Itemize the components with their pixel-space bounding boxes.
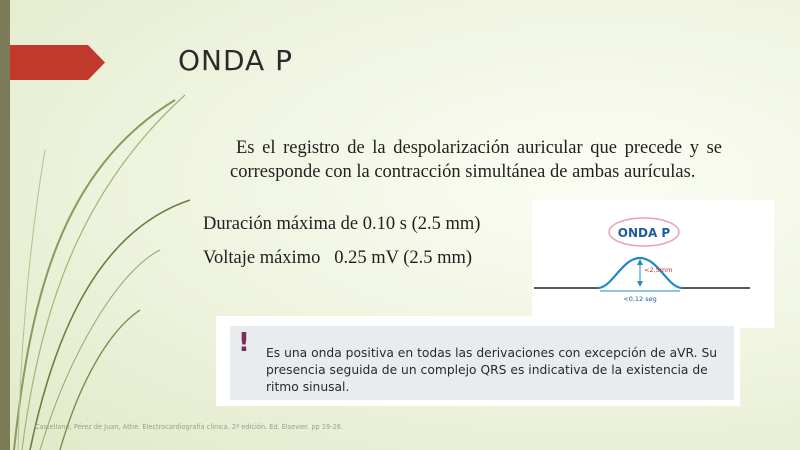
clinical-note-box <box>216 316 740 406</box>
width-label: <0,12 seg <box>623 295 657 303</box>
height-label: <2,5mm <box>644 266 673 274</box>
clinical-note-panel <box>230 326 734 400</box>
diagram-badge-text: ONDA P <box>617 226 671 240</box>
definition-text: Es el registro de la despolarización auricular que precede y se corresponde con la contracción simultánea de ambas aurículas. <box>230 138 722 182</box>
p-wave-diagram <box>532 200 774 328</box>
height-arrow-head-bottom <box>637 281 643 287</box>
height-arrow-head-top <box>637 259 643 265</box>
title-arrow-shape <box>10 45 105 80</box>
clinical-note-text: Es una onda positiva en todas las derivaciones con excepción de aVR. Su presencia seguida de un complejo QRS es indicativa de la existencia de ritmo sinusal. <box>266 346 718 394</box>
exclamation-icon: ! <box>238 328 250 358</box>
reference-footer: Castellano, Pérez de Juan, Attie. Electrocardiografía clínica. 2ª edición. Ed. Elsevier. pp 19-26. <box>35 423 344 431</box>
slide-title: ONDA P <box>178 44 293 77</box>
voltage-line: Voltaje máximo 0.25 mV (2.5 mm) <box>203 248 473 268</box>
duration-line: Duración máxima de 0.10 s (2.5 mm) <box>203 214 481 234</box>
definition-paragraph <box>230 136 722 184</box>
